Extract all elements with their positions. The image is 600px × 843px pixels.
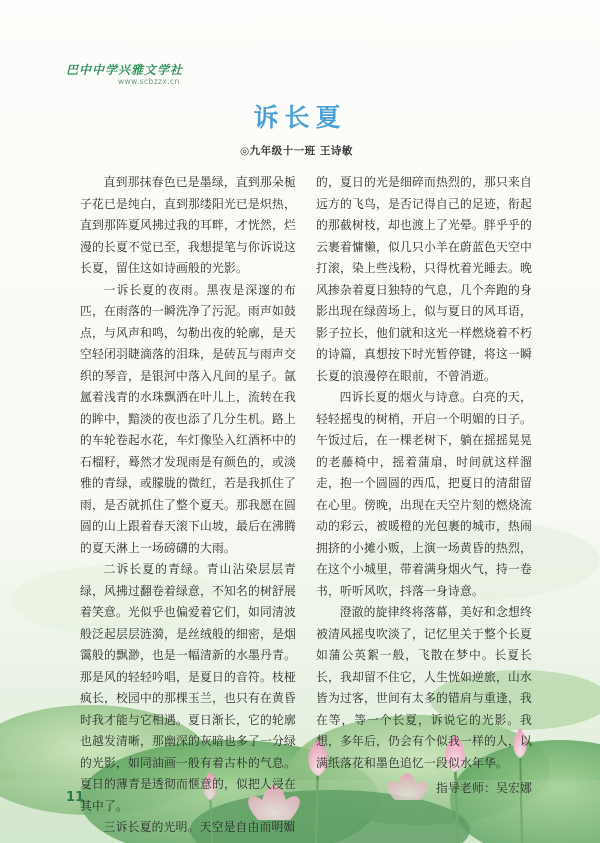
advisor-credit: 指导老师：吴宏娜 <box>436 781 532 795</box>
article-title: 诉长夏 <box>253 103 347 132</box>
masthead <box>66 61 183 86</box>
author-byline: ◎九年级十一班 王诗敏 <box>240 145 353 157</box>
page-number: 11 <box>66 790 85 805</box>
paragraph: 澄澈的旋律终将落幕，美好和念想终被清风摇曳吹淡了，记忆里关于整个长夏如蒲公英絮一般，飞散在梦中。长夏长长，我却留不住它，人生恍如逆旅，山水皆为过客，世间有太多的错肩与重逢，我在等，等一个长夏，诉说它的光影。我想，多年后，仍会有个似我一样的人，以满纸落花和墨色追忆一段似水年华。 <box>316 605 532 770</box>
paragraph: 直到那抹春色已是墨绿，直到那朵栀子花已是纯白，直到那缕阳光已是炽热，直到那阵夏风拂过我的耳畔，才恍然，烂漫的长夏不觉已至，我想提笔与你诉说这长夏，留住这如诗画般的光影。 <box>80 175 296 275</box>
literary-society-name: 巴中中学兴雅文学社 <box>66 63 184 77</box>
paragraph: 三诉长夏的光明。天空是自由而明媚 <box>103 820 296 834</box>
left-text-column <box>80 172 296 839</box>
society-website: www.scbzzx.cn <box>118 77 180 86</box>
paragraph: 二诉长夏的青绿。青山沾染层层青绿，风拂过翻卷着绿意，不知名的树舒展着笑意。光似乎也偏爱着它们，如同清波般泛起层层涟漪，是丝绒般的细密，是烟霭般的飘渺，也是一幅清新的水墨丹青。那是风的轻轻吟唱，是夏日的音符。枝桠疯长，校园中的那棵玉兰，也只有在黄昏时我才能与它相遇。夏日渐长，它的轮廓也越发清晰，那幽深的灰暗也多了一分绿的光影，如同油画一般有着古朴的气息。夏日的薄青是透彻而惬意的，似把人浸在其中了。 <box>80 562 296 813</box>
paragraph-continued: 的，夏日的光是细碎而热烈的，那只来自远方的飞鸟，是否记得自己的足迹，衔起的那截树枝，却也渡上了光晕。胖乎乎的云裹着慵懒，似几只小羊在蔚蓝色天空中打滚，染上些浅粉，只得枕着光睡去。晚风掺杂着夏日独特的气息，几个奔跑的身影出现在绿茵场上，似与夏日的风耳语，影子拉长，他们就和这光一样燃烧着不朽的诗篇，真想按下时光暂停键，将这一瞬长夏的浪漫停在眼前，不曾消逝。 <box>316 175 532 383</box>
right-text-column <box>316 172 532 800</box>
paragraph: 一诉长夏的夜雨。黑夜是深邃的布匹，在雨落的一瞬洗净了污泥。雨声如鼓点，与风声和鸣，勾勒出夜的轮廓，是天空轻闭羽睫滴落的泪珠，是砖瓦与雨声交织的琴音，是银河中落入凡间的星子。氤氲着浅青的水珠飘洒在叶儿上，流转在我的眸中，黯淡的夜也添了几分生机。路上的车轮卷起水花，车灯像坠入红酒杯中的石榴籽，蓦然才发现雨是有颜色的，或淡雅的青绿，或朦胧的微红，若是我抓住了雨，是否就抓住了整个夏天。那我愿在圆圆的山上跟着春天滚下山坡，最后在沸腾的夏天淋上一场磅礴的大雨。 <box>80 282 296 555</box>
paragraph: 四诉长夏的烟火与诗意。白亮的天，轻轻摇曳的树梢，开启一个明媚的日子。午饭过后，在一棵老树下，躺在摇摇晃晃的老藤椅中，摇着蒲扇，时间就这样溜走，抱一个圆圆的西瓜，把夏日的清甜留在心里。傍晚，出现在天空片刻的燃烧流动的彩云，被暖橙的光包裹的城市，热闹拥挤的小摊小贩，上演一场黄昏的热烈，在这个小城里，带着满身烟火气，持一卷书，听听风吹，抖落一身诗意。 <box>316 390 532 598</box>
